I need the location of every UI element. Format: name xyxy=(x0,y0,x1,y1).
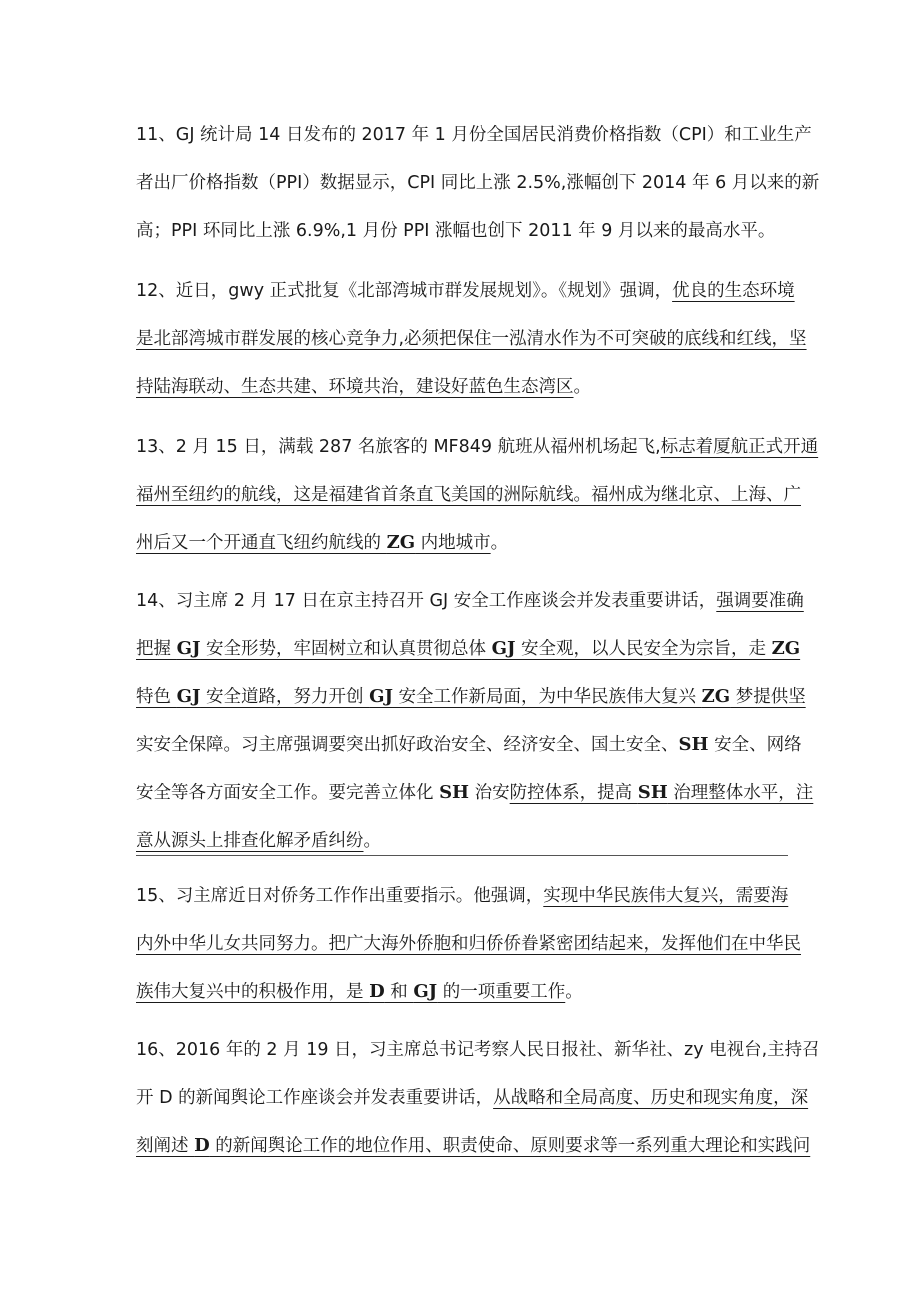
p14-bold: GJ xyxy=(369,686,393,707)
p12-line-2 xyxy=(136,315,807,363)
p13-bold: ZG xyxy=(386,532,416,553)
p13-text: 。 xyxy=(490,533,509,553)
p16-text: 开 D 的新闻舆论工作座谈会并发表重要讲话， xyxy=(136,1088,494,1108)
p14-highlight: 意从源头上排查化解矛盾纠纷 xyxy=(136,831,364,851)
p13-highlight: 标志着厦航正式开通 xyxy=(660,437,819,457)
p14-text: 安全工作新局面，为中华民族伟大复兴 xyxy=(392,687,702,707)
p15-highlight xyxy=(136,982,565,1002)
p16-line-3 xyxy=(136,1122,811,1170)
p14-text: 安全道路，努力开创 xyxy=(200,687,370,707)
p15-text: 的一项重要工作 xyxy=(437,982,566,1002)
p14-bold: GJ xyxy=(491,638,516,659)
p14-highlight: 强调要准确 xyxy=(716,591,804,611)
p16-highlight: 从战略和全局高度、历史和现实角度，深 xyxy=(493,1088,809,1108)
p12-highlight: 优良的生态环境 xyxy=(672,281,795,301)
p14-bold: SH xyxy=(678,734,709,755)
paragraph-13 xyxy=(136,423,819,567)
p14-bold: GJ xyxy=(176,686,201,707)
p13-line-2 xyxy=(136,471,801,519)
p14-highlight xyxy=(136,687,806,707)
p11-line-3: 高；PPI 环同比上涨 6.9%,1 月份 PPI 涨幅也创下 2011 年 9 月以来的最高水平。 xyxy=(136,221,776,241)
paragraph-14 xyxy=(136,577,814,865)
p13-text: 13、2 月 15 日，满载 287 名旅客的 MF849 航班从福州机场起飞, xyxy=(136,437,661,457)
p14-text: 防控体系，提高 xyxy=(509,783,638,803)
p14-bold: SH xyxy=(637,782,668,803)
p16-text: 刻阐述 xyxy=(136,1136,195,1156)
p14-line-2 xyxy=(136,625,801,673)
p14-text: 安全等各方面安全工作。要完善立体化 xyxy=(136,783,440,803)
p13-highlight xyxy=(136,533,491,553)
p14-line-6 xyxy=(136,817,786,865)
p14-bold: SH xyxy=(439,782,470,803)
p15-line-2 xyxy=(136,920,801,968)
p14-bold: ZG xyxy=(701,686,731,707)
paragraph-16 xyxy=(136,1026,820,1170)
p14-text: 安全形势，牢固树立和认真贯彻总体 xyxy=(200,639,492,659)
p13-line-3 xyxy=(136,519,786,567)
paragraph-11 xyxy=(136,111,820,255)
p14-line-5 xyxy=(136,769,814,817)
p14-line-1 xyxy=(136,577,804,625)
p16-bold: D xyxy=(194,1135,210,1156)
p15-text: 。 xyxy=(565,982,583,1002)
p16-line-2 xyxy=(136,1074,809,1122)
p15-bold: D xyxy=(369,981,385,1002)
p14-highlight xyxy=(136,639,800,659)
p15-highlight: 实现中华民族伟大复兴，需要海 xyxy=(543,886,789,906)
p13-text: 内地城市 xyxy=(415,533,491,553)
p15-text: 15、习主席近日对侨务工作作出重要指示。他强调， xyxy=(136,886,544,906)
p14-bold: GJ xyxy=(176,638,201,659)
p15-text: 族伟大复兴中的积极作用，是 xyxy=(136,982,370,1002)
paragraph-15 xyxy=(136,872,801,1016)
p15-bold: GJ xyxy=(413,981,438,1002)
p12-text: 12、近日，gwy 正式批复《北部湾城市群发展规划》。《规划》强调， xyxy=(136,281,673,301)
p14-highlight xyxy=(510,783,814,803)
p12-highlight: 是北部湾城市群发展的核心竞争力,必须把保住一泓清水作为不可突破的底线和红线，坚 xyxy=(136,329,807,349)
p13-highlight: 福州至纽约的航线，这是福建省首条直飞美国的洲际航线。福州成为继北京、上海、广 xyxy=(136,485,801,505)
p14-text: 实安全保障。习主席强调要突出抓好政治安全、经济安全、国土安全、 xyxy=(136,735,679,755)
p16-text: 的新闻舆论工作的地位作用、职责使命、原则要求等一系列重大理论和实践问 xyxy=(209,1136,811,1156)
p14-text: 特色 xyxy=(136,687,177,707)
p14-line-4 xyxy=(136,721,802,769)
p12-line-3 xyxy=(136,363,786,411)
p12-text: 。 xyxy=(573,377,591,397)
p14-bold: ZG xyxy=(771,638,801,659)
p14-text: 。 xyxy=(363,831,381,851)
paragraph-12 xyxy=(136,267,807,411)
p15-line-3 xyxy=(136,968,786,1016)
p14-line-3 xyxy=(136,673,806,721)
p16-line-1: 16、2016 年的 2 月 19 日，习主席总书记考察人民日报社、新华社、zy 电视台,主持召 xyxy=(136,1040,820,1060)
p14-text: 安全观，以人民安全为宗旨，走 xyxy=(515,639,772,659)
p14-text: 把握 xyxy=(136,639,177,659)
p14-text: 梦提供坚 xyxy=(730,687,806,707)
p12-highlight: 持陆海联动、生态共建、环境共治，建设好蓝色生态湾区 xyxy=(136,377,574,397)
p14-text: 安全、网络 xyxy=(708,735,802,755)
p15-line-1 xyxy=(136,872,789,920)
p15-highlight: 内外中华儿女共同努力。把广大海外侨胞和归侨侨眷紧密团结起来，发挥他们在中华民 xyxy=(136,934,801,954)
p11-line-1: 11、GJ 统计局 14 日发布的 2017 年 1 月份全国居民消费价格指数（CPI）和工业生产 xyxy=(136,125,812,145)
p11-line-2: 者出厂价格指数（PPI）数据显示，CPI 同比上涨 2.5%,涨幅创下 2014 年 6 月以来的新 xyxy=(136,173,820,193)
section-divider xyxy=(136,855,788,856)
p14-text: 治安 xyxy=(469,783,510,803)
p12-line-1 xyxy=(136,267,795,315)
p13-line-1 xyxy=(136,423,819,471)
p14-text: 14、习主席 2 月 17 日在京主持召开 GJ 安全工作座谈会并发表重要讲话， xyxy=(136,591,717,611)
p14-text: 治理整体水平，注 xyxy=(667,783,814,803)
p15-text: 和 xyxy=(384,982,414,1002)
p16-highlight xyxy=(136,1136,810,1156)
p13-text: 州后又一个开通直飞纽约航线的 xyxy=(136,533,387,553)
